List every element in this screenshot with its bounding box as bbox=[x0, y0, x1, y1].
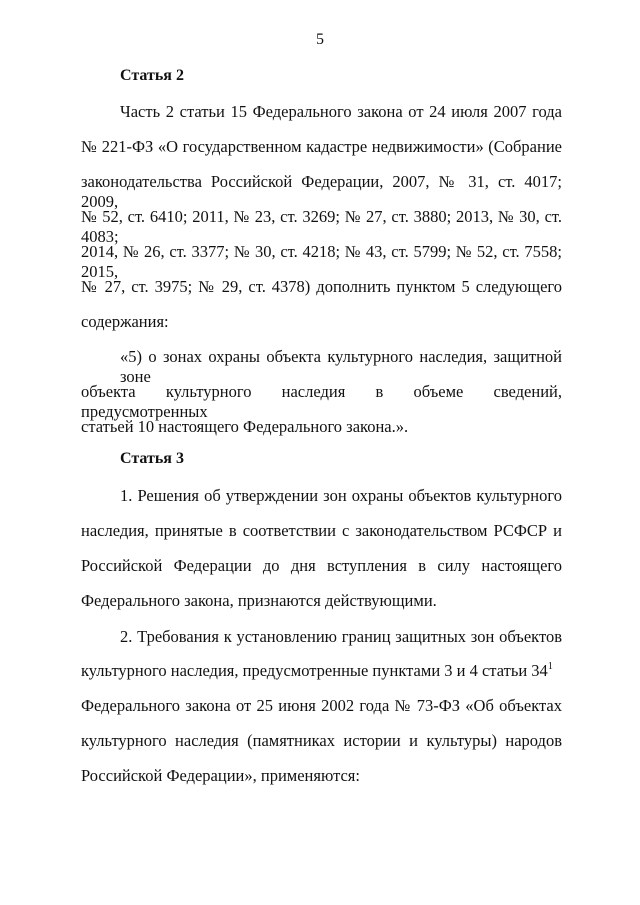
text-line: Часть 2 статьи 15 Федерального закона от 24 июля 2007 года bbox=[120, 102, 562, 121]
page-number: 5 bbox=[316, 31, 324, 48]
text-line: Федерального закона от 25 июня 2002 года № 73-ФЗ «Об объектах bbox=[81, 696, 562, 715]
text-line: Российской Федерации», применяются: bbox=[81, 766, 360, 785]
text-line bbox=[81, 661, 562, 681]
article-3-heading: Статья 3 bbox=[120, 450, 184, 467]
text-line: № 52, ст. 6410; 2011, № 23, ст. 3269; № 27, ст. 3880; 2013, № 30, ст. 4083; bbox=[81, 207, 562, 246]
text-line: 2014, № 26, ст. 3377; № 30, ст. 4218; № 43, ст. 5799; № 52, ст. 7558; 2015, bbox=[81, 242, 562, 281]
text-line: 1. Решения об утверждении зон охраны объектов культурного bbox=[120, 486, 562, 505]
line-text: культурного наследия, предусмотренные пунктами 3 и 4 статьи 34 bbox=[81, 661, 548, 680]
text-line: Федерального закона, признаются действующими. bbox=[81, 591, 437, 610]
text-line: наследия, принятые в соответствии с законодательством РСФСР и bbox=[81, 521, 562, 540]
superscript: 1 bbox=[547, 661, 553, 672]
text-line: № 27, ст. 3975; № 29, ст. 4378) дополнить пунктом 5 следующего bbox=[81, 277, 562, 296]
text-line: статьей 10 настоящего Федерального закона.». bbox=[81, 417, 409, 436]
text-line: культурного наследия (памятниках истории и культуры) народов bbox=[81, 731, 562, 750]
text-line: объекта культурного наследия в объеме сведений, предусмотренных bbox=[81, 382, 562, 421]
text-line: Российской Федерации до дня вступления в силу настоящего bbox=[81, 556, 562, 575]
text-line: содержания: bbox=[81, 312, 169, 331]
text-line: № 221-ФЗ «О государственном кадастре недвижимости» (Собрание bbox=[81, 137, 562, 156]
text-line: 2. Требования к установлению границ защитных зон объектов bbox=[120, 627, 562, 646]
article-2-heading: Статья 2 bbox=[120, 67, 184, 84]
text-line: «5) о зонах охраны объекта культурного наследия, защитной зоне bbox=[120, 347, 562, 386]
text-line: законодательства Российской Федерации, 2007, № 31, ст. 4017; 2009, bbox=[81, 172, 562, 211]
